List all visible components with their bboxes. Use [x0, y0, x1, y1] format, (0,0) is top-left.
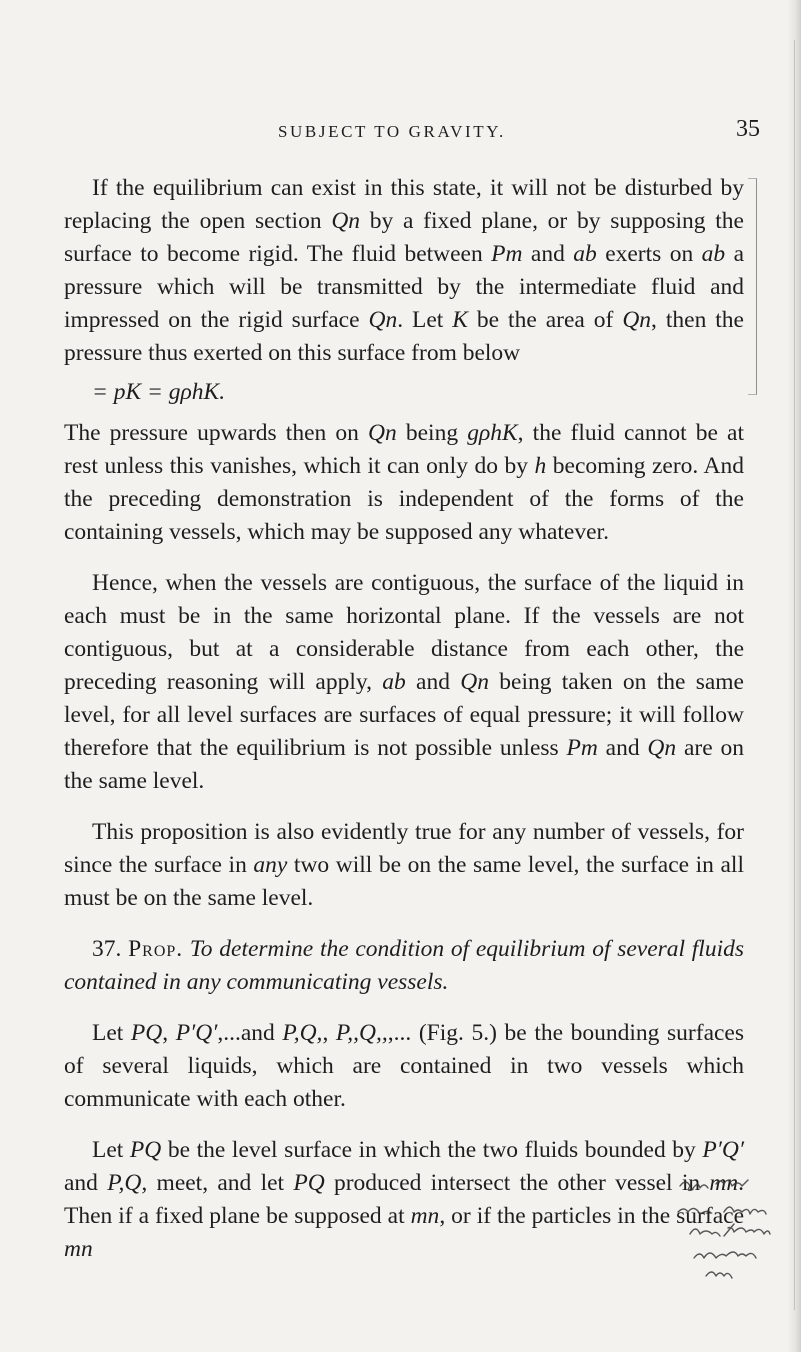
handwritten-margin-note [676, 1172, 796, 1282]
running-title: SUBJECT TO GRAVITY. [278, 122, 506, 141]
paragraph-1: If the equilibrium can exist in this state, it will not be disturbed by replacing the open section Qn by a fixed plane, or by supposing the surface to become rigid. The fluid between Pm and ab exerts on ab a pressure which will be transmitted by the intermediate fluid and impressed on the rigid surface Qn. Let K be the area of Qn, then the pressure thus exerted on this surface from below [64, 175, 745, 366]
paragraph-3: Hence, when the vessels are contiguous, the surface of the liquid in each must be in the same horizontal plane. If the vessels are not contiguous, but at a considerable distance from each other, the preceding reasoning will apply, ab and Qn being taken on the same level, for all level surfaces are surfaces of equal pressure; it will follow therefore that the equilibrium is not possible unless Pm and Qn are on the same level. [64, 570, 744, 794]
equation: = pK = gρhK. [92, 379, 226, 405]
proposition-number: 37. [92, 936, 122, 962]
paragraph-2: The pressure upwards then on Qn being gρhK, the fluid cannot be at rest unless this vanishes, which it can only do by h becoming zero. And the preceding demonstration is independent of the forms of the containing vessels, which may be supposed any whatever. [64, 420, 745, 545]
paragraph-6: Let PQ be the level surface in which the two fluids bounded by P′Q′ and P,Q, meet, and let PQ produced intersect the other vessel in mn. Then if a fixed plane be supposed at mn, or if the particles in the surface mn [64, 1137, 744, 1262]
margin-bracket-mark [748, 178, 757, 395]
proposition-heading [64, 933, 744, 999]
body-text [64, 172, 744, 1266]
proposition-label: Prop. [128, 936, 184, 962]
proposition-title: To determine the condition of equilibrium of several fluids contained in any communicating vessels. [64, 936, 745, 995]
paragraph-4: This proposition is also evidently true for any number of vessels, for since the surface in any two will be on the same level, the surface in all must be on the same level. [64, 819, 744, 911]
page-number: 35 [736, 116, 760, 142]
paragraph-5: Let PQ, P′Q′,...and P,Q,, P,,Q,,,... (Fig. 5.) be the bounding surfaces of several liquids, which are contained in two vessels which communicate with each other. [64, 1020, 744, 1112]
page-edge-line [794, 40, 795, 1310]
